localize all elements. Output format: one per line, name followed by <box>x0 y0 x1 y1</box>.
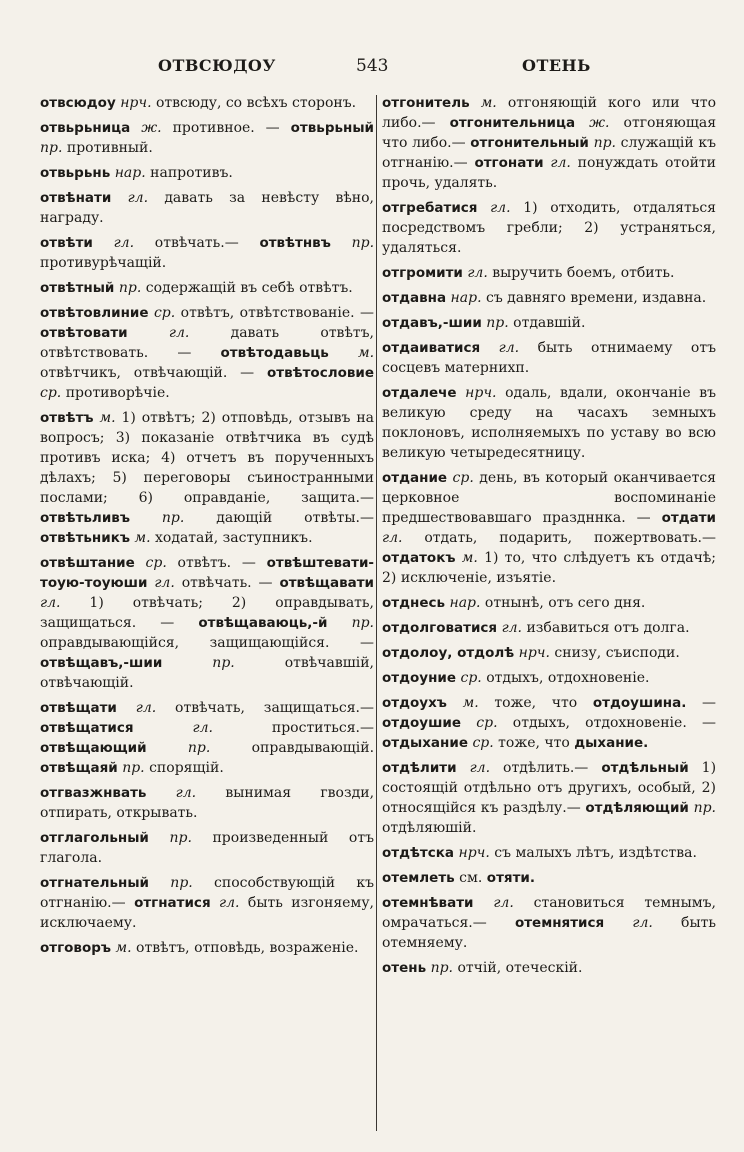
entry-part-of-speech: гл. <box>168 325 190 341</box>
entry-definition: отдѣлить.— <box>503 760 589 776</box>
entry-definition: снизу, съисподи. <box>554 645 680 661</box>
entry-headword: отдоуние <box>382 670 457 686</box>
entry-headword: отдавна <box>382 290 447 306</box>
dictionary-entry <box>40 873 374 933</box>
entry-definition: отдавшій. <box>513 315 586 331</box>
entry-definition: отвсюду, со всѣхъ сторонъ. <box>156 95 357 111</box>
entry-headword: отень <box>382 960 427 976</box>
dictionary-entry <box>382 843 716 863</box>
entry-subheadword: отвѣштевати-тоую-тоуюши <box>40 555 375 591</box>
entry-definition: тоже, что <box>498 735 570 751</box>
entry-part-of-speech: нар. <box>114 165 146 181</box>
dictionary-entry <box>382 93 716 193</box>
entry-part-of-speech: ср. <box>452 470 474 486</box>
entry-definition: 1) отвѣтъ; 2) отповѣдь, отзывъ на вопросъ; 3) показаніе отвѣтчика въ судѣ противъ иска; 4) отчетъ въ порученныхъ дѣлахъ; 5) переговоры съиностранными послами; 6) оправданіе, защита.— <box>40 410 375 506</box>
entry-headword: отдѣлити <box>382 760 457 776</box>
entry-headword: отвьрьнь <box>40 165 111 181</box>
entry-definition: выручить боемъ, отбить. <box>492 265 675 281</box>
entry-definition: отвѣтъ. — <box>177 555 256 571</box>
entry-subheadword: отяти. <box>486 870 535 886</box>
entry-definition: напротивъ. <box>150 165 233 181</box>
entry-subheadword: отгонительный <box>470 135 589 151</box>
entry-part-of-speech: м. <box>99 410 116 426</box>
entry-definition: одаль, вдали, окончаніе въ великую среду на часахъ земныхъ поклоновъ, исполняемыхъ по уставу во всю великую четыредесятницу. <box>382 385 717 461</box>
entry-part-of-speech: м. <box>462 695 479 711</box>
entry-headword: отговоръ <box>40 940 112 956</box>
entry-headword: отдѣтска <box>382 845 455 861</box>
entry-definition: ходатай, заступникъ. <box>155 530 313 546</box>
entry-part-of-speech: гл. <box>40 595 61 611</box>
entry-part-of-speech: ср. <box>472 735 494 751</box>
entry-part-of-speech: нрч. <box>458 845 490 861</box>
entry-part-of-speech: м. <box>115 940 132 956</box>
entry-headword: отемлеть <box>382 870 455 886</box>
dictionary-entry <box>40 698 374 778</box>
entry-definition: быть отемняему. <box>382 915 716 951</box>
entry-definition: оправдывающій. <box>251 740 375 756</box>
entry-definition: понуждать отойти прочь, удалять. <box>382 155 716 191</box>
dictionary-entry <box>40 828 374 868</box>
dictionary-entry <box>40 163 374 183</box>
entry-part-of-speech: пр. <box>122 760 145 776</box>
entry-definition: тоже, что <box>494 695 578 711</box>
entry-definition: избавиться отъ долга. <box>526 620 690 636</box>
entry-subheadword: отгонительница <box>449 115 576 131</box>
entry-headword: отгвазжнвать <box>40 785 147 801</box>
entry-part-of-speech: пр. <box>486 315 509 331</box>
entry-headword: отгребатися <box>382 200 478 216</box>
entry-definition: оправдывающійся, защищающійся. — <box>40 635 374 651</box>
entry-subheadword: отвѣтословие <box>267 365 375 381</box>
entry-headword: отдаиватися <box>382 340 481 356</box>
right-column <box>382 93 716 983</box>
entry-definition: отдыхъ, отдохновеніе. <box>486 670 650 686</box>
entry-subheadword: отдѣляющий <box>585 800 689 816</box>
dictionary-entry <box>40 118 374 158</box>
entry-definition: противное. — <box>172 120 280 136</box>
entry-headword: отвѣщати <box>40 700 117 716</box>
dictionary-entry <box>40 93 374 113</box>
entry-subheadword: отвѣщатися <box>40 720 134 736</box>
entry-part-of-speech: пр. <box>118 280 142 296</box>
dictionary-entry <box>382 383 716 463</box>
entry-definition: давать отвѣтъ, отвѣтствовать. — <box>40 325 374 361</box>
entry-definition: 1) отвѣчать; 2) оправдывать, защищаться. — <box>40 595 374 631</box>
entry-part-of-speech: гл. <box>493 895 514 911</box>
dictionary-entry <box>40 783 374 823</box>
entry-subheadword: отвѣтодавьць <box>220 345 329 361</box>
entry-definition: спорящій. <box>149 760 224 776</box>
entry-subheadword: отвѣщавати <box>279 575 374 591</box>
entry-definition: произведенный отъ глагола. <box>40 830 375 866</box>
entry-subheadword: отемнятися <box>514 915 605 931</box>
entry-definition: отчій, отеческій. <box>457 960 583 976</box>
entry-part-of-speech: пр. <box>351 615 375 631</box>
entry-part-of-speech: нрч. <box>465 385 497 401</box>
entry-subheadword: отвѣтьливъ <box>40 510 130 526</box>
entry-definition: отвѣтъ, отповѣдь, возраженіе. <box>136 940 359 956</box>
entry-headword: отвѣштание <box>40 555 135 571</box>
dictionary-entry <box>40 188 374 228</box>
entry-definition: противурѣчащій. <box>40 255 167 271</box>
dictionary-entry <box>382 893 716 953</box>
dictionary-entry <box>382 758 716 838</box>
entry-headword: отемнѣвати <box>382 895 474 911</box>
entry-subheadword: отвѣщаяй <box>40 760 118 776</box>
left-column <box>40 93 374 963</box>
entry-part-of-speech: нар. <box>449 595 481 611</box>
entry-headword: отднесь <box>382 595 446 611</box>
entry-headword: отвьрьница <box>40 120 131 136</box>
entry-subheadword: отдоушие <box>382 715 462 731</box>
entry-subheadword: отдоушина. <box>592 695 687 711</box>
entry-headword: отгромити <box>382 265 463 281</box>
entry-headword: отдание <box>382 470 448 486</box>
entry-definition: см. <box>459 870 483 886</box>
entry-part-of-speech: гл. <box>550 155 571 171</box>
entry-headword: отвѣнати <box>40 190 112 206</box>
entry-subheadword: дыхание. <box>574 735 649 751</box>
entry-part-of-speech: пр. <box>693 800 716 816</box>
entry-part-of-speech: пр. <box>40 140 63 156</box>
dictionary-entry <box>382 263 716 283</box>
dictionary-entry <box>382 468 716 588</box>
entry-part-of-speech: гл. <box>490 200 511 216</box>
entry-definition: дающій отвѣты.— <box>216 510 374 526</box>
entry-part-of-speech: нар. <box>450 290 482 306</box>
entry-part-of-speech: пр. <box>169 830 192 846</box>
entry-definition: быть изгоняему, исключаему. <box>40 895 375 931</box>
entry-definition: противорѣчіе. <box>65 385 170 401</box>
entry-definition: отвѣчать. — <box>181 575 273 591</box>
entry-headword: отглагольный <box>40 830 149 846</box>
entry-part-of-speech: гл. <box>467 265 488 281</box>
entry-subheadword: отдѣльный <box>601 760 689 776</box>
entry-part-of-speech: ср. <box>476 715 498 731</box>
entry-headword: отвѣти <box>40 235 93 251</box>
dictionary-entry <box>382 643 716 663</box>
header-right-word: ОТЕНЬ <box>522 56 591 75</box>
entry-part-of-speech: пр. <box>351 235 375 251</box>
entry-subheadword: отгнатися <box>134 895 211 911</box>
entry-headword: отвсюдоу <box>40 95 116 111</box>
dictionary-entry <box>382 693 716 753</box>
entry-part-of-speech: пр. <box>593 135 616 151</box>
entry-definition: отвѣчать.— <box>154 235 239 251</box>
entry-part-of-speech: гл. <box>113 235 135 251</box>
entry-subheadword: отвѣщаваюць,-й <box>198 615 328 631</box>
entry-part-of-speech: пр. <box>430 960 454 976</box>
entry-part-of-speech: ср. <box>145 555 167 571</box>
dictionary-entry <box>40 553 374 693</box>
dictionary-entry <box>40 278 374 298</box>
entry-part-of-speech: гл. <box>632 915 653 931</box>
entry-part-of-speech: пр. <box>212 655 235 671</box>
entry-definition: служащій къ отгнанію.— <box>382 135 716 171</box>
entry-headword: отвѣтный <box>40 280 115 296</box>
two-column-body <box>40 93 724 1140</box>
entry-definition: отвѣтъ, отвѣтствованіе. — <box>180 305 375 321</box>
dictionary-entry <box>40 408 374 548</box>
dictionary-entry <box>40 938 374 958</box>
entry-subheadword: отдыхание <box>382 735 468 751</box>
dictionary-entry <box>382 593 716 613</box>
entry-definition: съ давняго времени, издавна. <box>485 290 707 306</box>
entry-part-of-speech: нрч. <box>120 95 152 111</box>
entry-definition: становиться темнымъ, омрачаться.— <box>382 895 717 931</box>
page-header <box>40 56 724 80</box>
entry-definition: отвѣтчикъ, отвѣчающій. — <box>40 365 255 381</box>
entry-part-of-speech: пр. <box>161 510 185 526</box>
entry-definition: способствующій къ отгнанію.— <box>40 875 374 911</box>
entry-part-of-speech: нрч. <box>518 645 550 661</box>
entry-definition: 1) состоящій отдѣльно отъ другихъ, особый, 2) относящійся къ раздѣлу.— <box>382 760 717 816</box>
entry-subheadword: отвѣтовати <box>40 325 128 341</box>
entry-definition: содержащій въ себѣ отвѣтъ. <box>145 280 353 296</box>
entry-part-of-speech: гл. <box>127 190 149 206</box>
entry-subheadword: отвѣщавъ,-шии <box>40 655 163 671</box>
entry-definition: отгоняющая что либо.— <box>382 115 717 151</box>
entry-definition: день, въ который оканчивается церковное воспоминаніе предшествовавшаго праздннка. — <box>382 470 716 526</box>
entry-headword: отдолговатися <box>382 620 498 636</box>
entry-definition: — <box>702 695 717 711</box>
entry-definition: 1) то, что слѣдуетъ къ отдачѣ; 2) исключеніе, изъятіе. <box>382 550 717 586</box>
dictionary-entry <box>382 668 716 688</box>
entry-definition: вынимая гвозди, отпирать, открывать. <box>40 785 375 821</box>
dictionary-entry <box>40 233 374 273</box>
entry-part-of-speech: м. <box>357 345 375 361</box>
entry-definition: отгоняющій кого или что либо.— <box>382 95 717 131</box>
entry-subheadword: отвѣщающий <box>40 740 147 756</box>
entry-part-of-speech: ср. <box>153 305 176 321</box>
entry-definition: отвѣчавшій, отвѣчающій. <box>40 655 374 691</box>
entry-definition: съ малыхъ лѣтъ, издѣтства. <box>494 845 697 861</box>
dictionary-entry <box>382 868 716 888</box>
header-left-word: ОТВСЮДОУ <box>158 56 276 75</box>
entry-part-of-speech: гл. <box>135 700 157 716</box>
entry-subheadword: отвѣтнвъ <box>259 235 331 251</box>
entry-definition: отдать, подарить, пожертвовать.— <box>424 530 716 546</box>
entry-subheadword: отдатокъ <box>382 550 456 566</box>
entry-definition: отвѣчать, защищаться.— <box>175 700 374 716</box>
dictionary-entry <box>382 313 716 333</box>
entry-part-of-speech: м. <box>480 95 497 111</box>
entry-headword: отдалече <box>382 385 457 401</box>
entry-headword: отдавъ,-шии <box>382 315 482 331</box>
entry-part-of-speech: ж. <box>589 115 610 131</box>
entry-part-of-speech: гл. <box>219 895 240 911</box>
entry-part-of-speech: ср. <box>460 670 482 686</box>
column-divider <box>376 95 377 1131</box>
dictionary-entry <box>382 288 716 308</box>
entry-definition: проститься.— <box>271 720 375 736</box>
entry-part-of-speech: пр. <box>187 740 211 756</box>
entry-subheadword: отвьрьный <box>290 120 375 136</box>
entry-definition: отдыхъ, отдохновеніе. — <box>512 715 716 731</box>
entry-headword: отгнательный <box>40 875 149 891</box>
entry-headword: отвѣтъ <box>40 410 94 426</box>
entry-part-of-speech: гл. <box>175 785 197 801</box>
entry-part-of-speech: гл. <box>498 340 520 356</box>
entry-part-of-speech: гл. <box>469 760 491 776</box>
entry-part-of-speech: ср. <box>40 385 62 401</box>
page-number: 543 <box>356 56 389 76</box>
entry-headword: отдолоу, отдолѣ <box>382 645 515 661</box>
entry-part-of-speech: м. <box>134 530 151 546</box>
entry-part-of-speech: м. <box>461 550 478 566</box>
entry-definition: отдѣляюшій. <box>382 820 477 836</box>
dictionary-entry <box>382 958 716 978</box>
entry-definition: 1) отходить, отдаляться посредствомъ гребли; 2) устраняться, удаляться. <box>382 200 717 256</box>
entry-part-of-speech: гл. <box>382 530 403 546</box>
entry-definition: противный. <box>66 140 153 156</box>
dictionary-entry <box>40 303 374 403</box>
entry-part-of-speech: гл. <box>192 720 213 736</box>
dictionary-entry <box>382 618 716 638</box>
entry-subheadword: отдати <box>661 510 716 526</box>
entry-subheadword: отгонати <box>474 155 544 171</box>
entry-headword: отдоухъ <box>382 695 447 711</box>
dictionary-entry <box>382 198 716 258</box>
entry-subheadword: отвѣтьникъ <box>40 530 131 546</box>
dictionary-entry <box>382 338 716 378</box>
entry-definition: давать за невѣсту вѣно, награду. <box>40 190 374 226</box>
entry-part-of-speech: ж. <box>141 120 162 136</box>
entry-part-of-speech: гл. <box>501 620 523 636</box>
entry-part-of-speech: гл. <box>154 575 175 591</box>
entry-headword: отвѣтовлиние <box>40 305 149 321</box>
entry-headword: отгонитель <box>382 95 470 111</box>
entry-definition: быть отнимаему отъ сосцевъ матернихп. <box>382 340 717 376</box>
entry-definition: отнынѣ, отъ сего дня. <box>484 595 646 611</box>
entry-part-of-speech: пр. <box>170 875 193 891</box>
